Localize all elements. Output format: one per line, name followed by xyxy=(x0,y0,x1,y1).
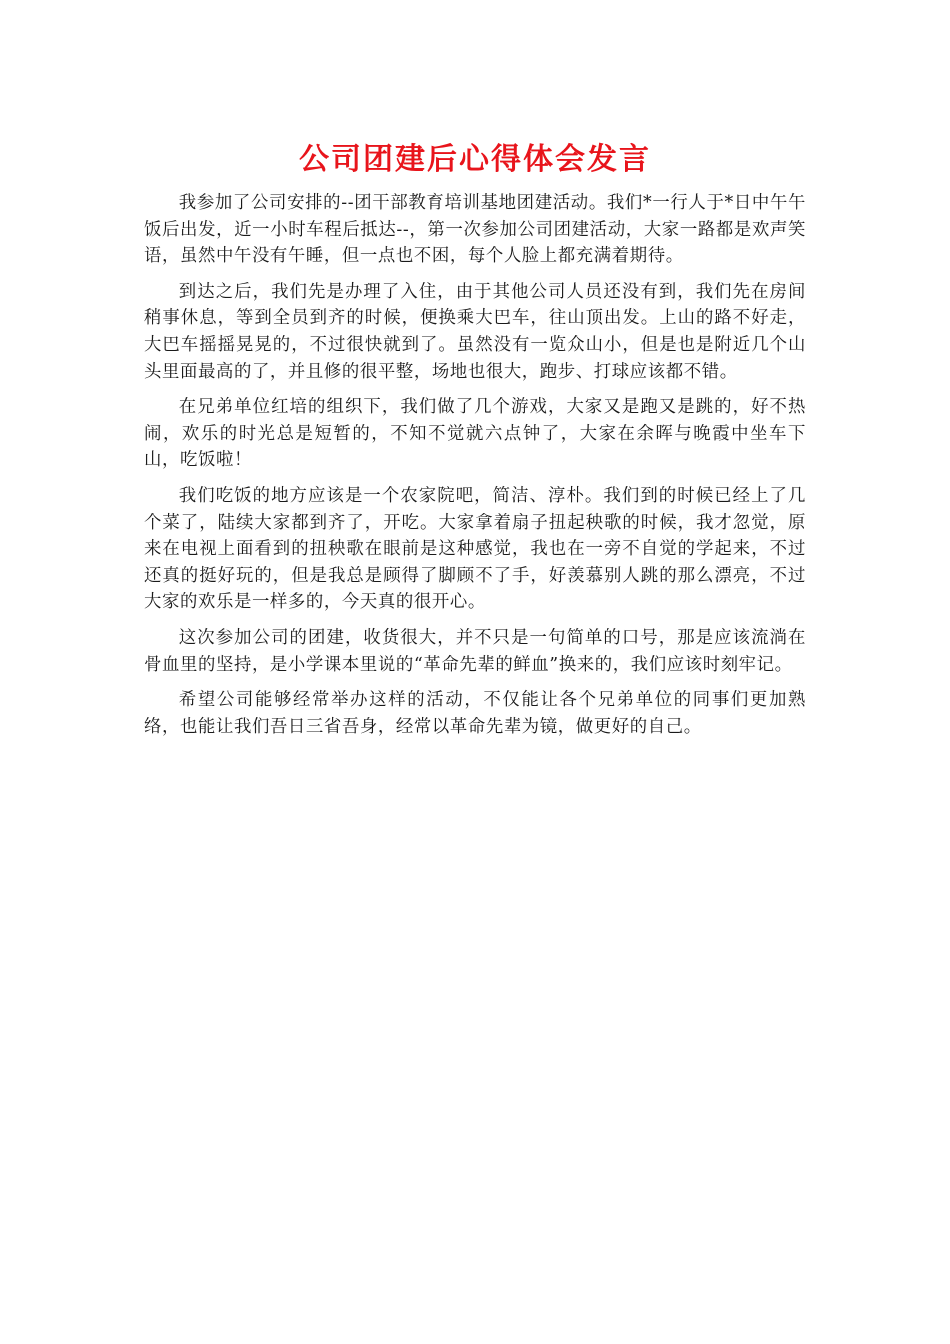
paragraph-4: 我们吃饭的地方应该是一个农家院吧，简洁、淳朴。我们到的时候已经上了几个菜了，陆续大家都到齐了，开吃。大家拿着扇子扭起秧歌的时候，我才忽觉，原来在电视上面看到的扭秧歌在眼前是这种感觉，我也在一旁不自觉的学起来，不过还真的挺好玩的，但是我总是顾得了脚顾不了手，好羡慕别人跳的那么漂亮，不过大家的欢乐是一样多的，今天真的很开心。 xyxy=(144,485,806,613)
document-title: 公司团建后心得体会发言 xyxy=(299,142,651,177)
paragraph-3: 在兄弟单位红培的组织下，我们做了几个游戏，大家又是跑又是跳的，好不热闹，欢乐的时光总是短暂的，不知不觉就六点钟了，大家在余晖与晚霞中坐车下山，吃饭啦！ xyxy=(144,397,806,471)
paragraph-2: 到达之后，我们先是办理了入住，由于其他公司人员还没有到，我们先在房间稍事休息，等到全员到齐的时候，便换乘大巴车，往山顶出发。上山的路不好走，大巴车摇摇晃晃的，不过很快就到了。虽然没有一览众山小，但是也是附近几个山头里面最高的了，并且修的很平整，场地也很大，跑步、打球应该都不错。 xyxy=(144,281,806,382)
paragraph-6: 希望公司能够经常举办这样的活动，不仅能让各个兄弟单位的同事们更加熟络，也能让我们吾日三省吾身，经常以革命先辈为镜，做更好的自己。 xyxy=(144,690,806,737)
paragraph-1: 我参加了公司安排的--团干部教育培训基地团建活动。我们*一行人于*日中午午饭后出发，近一小时车程后抵达--，第一次参加公司团建活动，大家一路都是欢声笑语，虽然中午没有午睡，但一点也不困，每个人脸上都充满着期待。 xyxy=(144,193,806,267)
paragraph-5: 这次参加公司的团建，收货很大，并不只是一句简单的口号，那是应该流淌在骨血里的坚持，是小学课本里说的“革命先辈的鲜血”换来的，我们应该时刻牢记。 xyxy=(144,627,806,675)
document-body xyxy=(144,190,806,749)
